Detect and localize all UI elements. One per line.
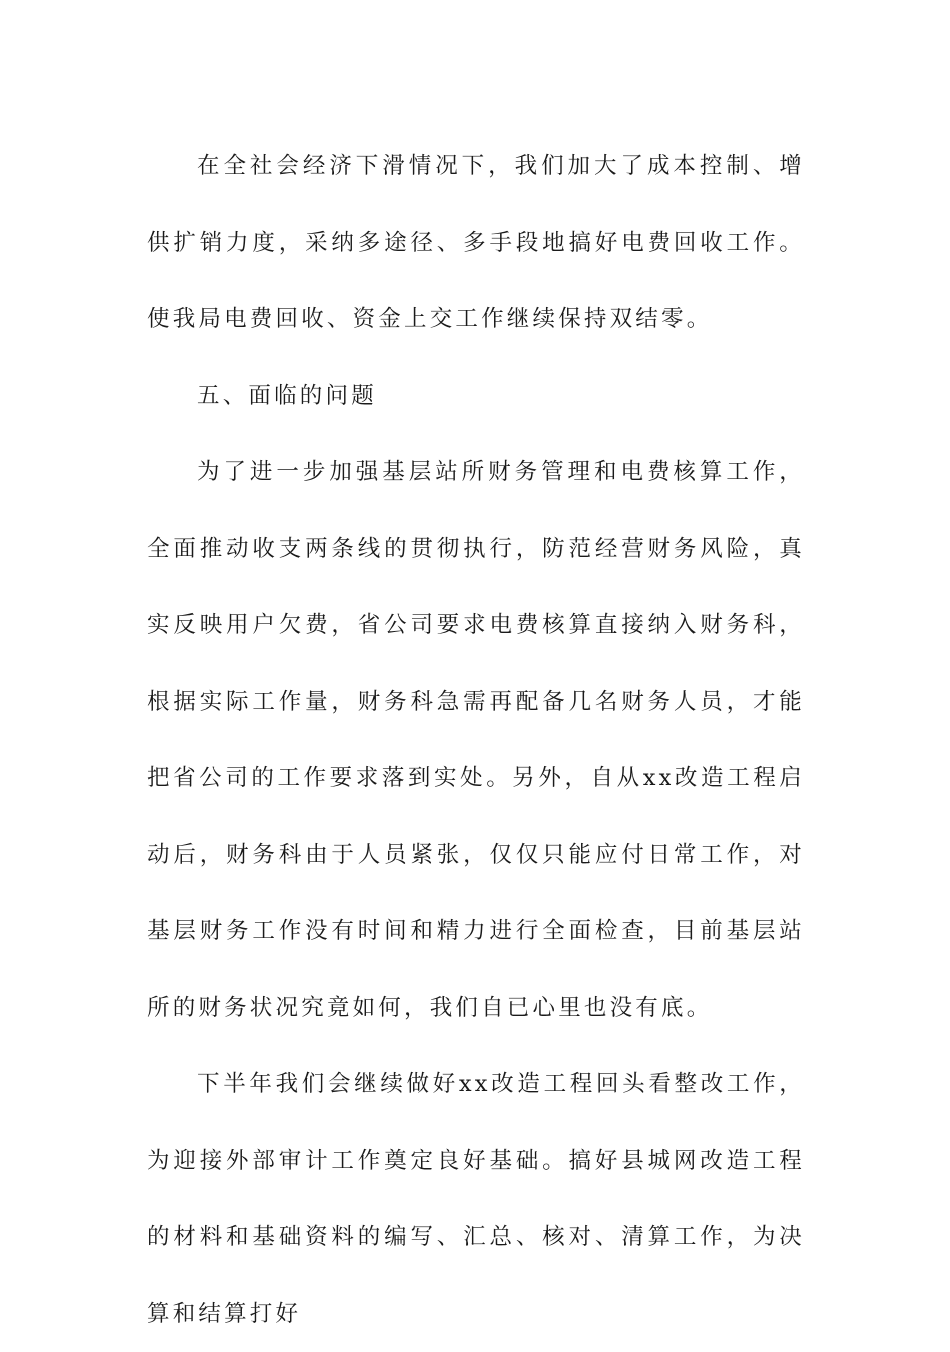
document-body [147, 128, 805, 1352]
paragraph-second-half-plan: 下半年我们会继续做好xx改造工程回头看整改工作，为迎接外部审计工作奠定良好基础。搞好县城网改造工程的材料和基础资料的编写、汇总、核对、清算工作，为决算和结算打好 [147, 1071, 805, 1327]
paragraph-problems: 为了进一步加强基层站所财务管理和电费核算工作，全面推动收支两条线的贯彻执行，防范经营财务风险，真实反映用户欠费，省公司要求电费核算直接纳入财务科，根据实际工作量，财务科急需再配备几名财务人员，才能把省公司的工作要求落到实处。另外，自从xx改造工程启动后，财务科由于人员紧张，仅仅只能应付日常工作，对基层财务工作没有时间和精力进行全面检查，目前基层站所的财务状况究竟如何，我们自已心里也没有底。 [147, 459, 805, 1021]
paragraph-cost-control: 在全社会经济下滑情况下，我们加大了成本控制、增供扩销力度，采纳多途径、多手段地搞好电费回收工作。使我局电费回收、资金上交工作继续保持双结零。 [147, 153, 805, 332]
section-heading-problems: 五、面临的问题 [197, 382, 377, 409]
